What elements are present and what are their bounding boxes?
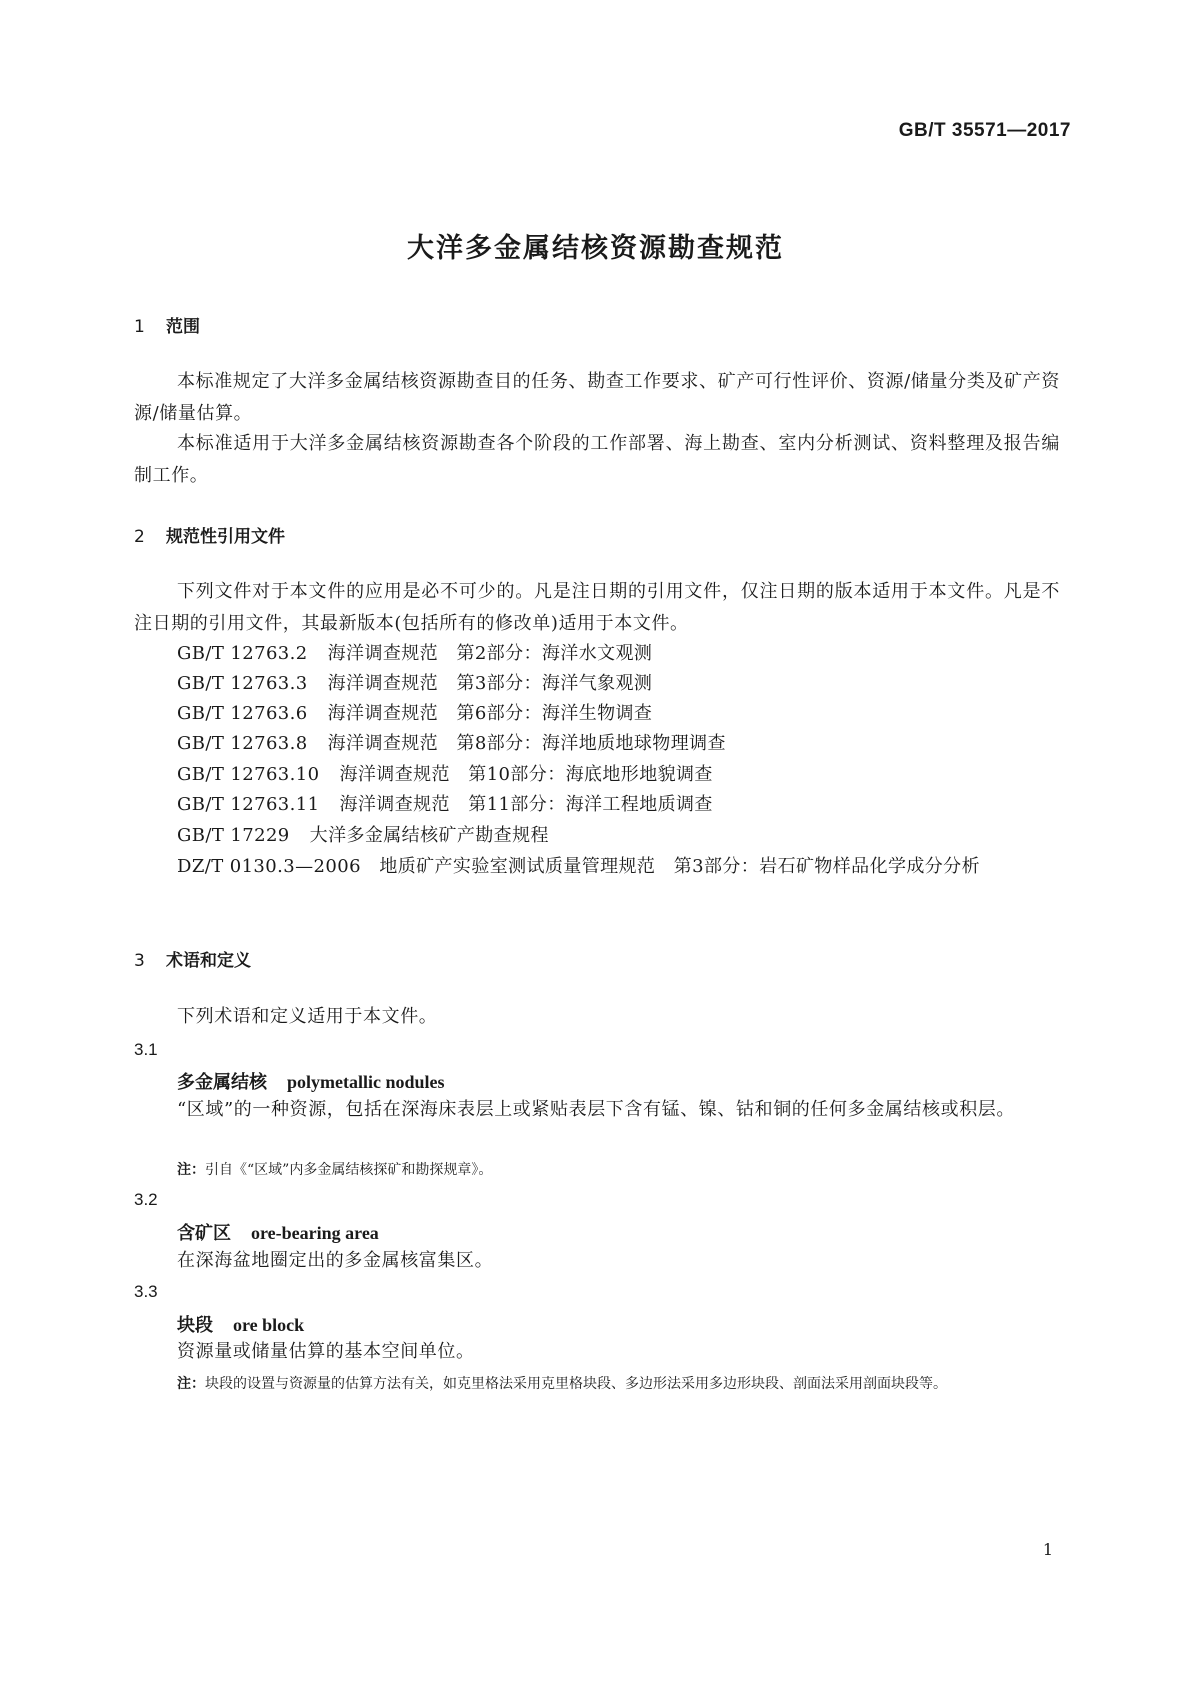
scope-paragraph-2: 本标准适用于大洋多金属结核资源勘查各个阶段的工作部署、海上勘查、室内分析测试、资料整理及报告编制工作。 bbox=[134, 433, 1060, 486]
reference-item bbox=[177, 728, 726, 760]
page-number: 1 bbox=[1042, 1540, 1053, 1559]
reference-item bbox=[177, 820, 549, 852]
reference-code: GB/T 12763.6 bbox=[177, 703, 308, 724]
term-entry bbox=[177, 1219, 379, 1245]
term-number: 3.2 bbox=[134, 1190, 158, 1209]
section-2-heading bbox=[134, 522, 285, 547]
term-zh: 多金属结核 bbox=[177, 1072, 267, 1093]
section-number: 2 bbox=[134, 527, 145, 547]
reference-code: GB/T 12763.2 bbox=[177, 643, 308, 664]
term-number: 3.3 bbox=[134, 1282, 158, 1301]
reference-code: GB/T 12763.3 bbox=[177, 673, 308, 694]
standard-code: GB/T 35571—2017 bbox=[898, 120, 1071, 141]
reference-title: 海洋调查规范 第11部分：海洋工程地质调查 bbox=[339, 794, 713, 815]
section-title: 规范性引用文件 bbox=[166, 527, 285, 547]
reference-title: 大洋多金属结核矿产勘查规程 bbox=[309, 825, 549, 846]
note-label: 注： bbox=[177, 1376, 205, 1392]
reference-item bbox=[177, 789, 713, 821]
term-entry bbox=[177, 1068, 445, 1094]
reference-item: DZ/T 0130.3—2006 地质矿产实验室测试质量管理规范 第3部分：岩石矿物样品化学成分分析 bbox=[177, 856, 980, 877]
reference-item bbox=[177, 638, 652, 670]
reference-item bbox=[177, 698, 652, 730]
note-label: 注： bbox=[177, 1162, 205, 1178]
section-number: 3 bbox=[134, 951, 145, 971]
term-note bbox=[177, 1370, 1091, 1398]
term-zh: 块段 bbox=[177, 1315, 213, 1336]
term-en: polymetallic nodules bbox=[287, 1072, 445, 1092]
reference-title: 海洋调查规范 第10部分：海底地形地貌调查 bbox=[339, 764, 713, 785]
term-note bbox=[177, 1156, 1067, 1184]
reference-item bbox=[177, 759, 713, 791]
terms-intro: 下列术语和定义适用于本文件。 bbox=[177, 1006, 438, 1027]
section-1-heading bbox=[134, 312, 200, 337]
reference-code: GB/T 12763.10 bbox=[177, 764, 320, 785]
reference-title: 海洋调查规范 第3部分：海洋气象观测 bbox=[327, 673, 653, 694]
term-definition: 在深海盆地圈定出的多金属核富集区。 bbox=[177, 1250, 494, 1271]
section-3-heading bbox=[134, 946, 251, 971]
reference-title: 海洋调查规范 第8部分：海洋地质地球物理调查 bbox=[327, 733, 726, 754]
term-definition: “区域”的一种资源，包括在深海床表层上或紧贴表层下含有锰、镍、钴和铜的任何多金属结核或积层。 bbox=[177, 1099, 1015, 1120]
reference-title: 海洋调查规范 第6部分：海洋生物调查 bbox=[327, 703, 653, 724]
reference-code: GB/T 17229 bbox=[177, 825, 290, 846]
scope-paragraph-1: 本标准规定了大洋多金属结核资源勘查目的任务、勘查工作要求、矿产可行性评价、资源/储量分类及矿产资源/储量估算。 bbox=[134, 371, 1060, 424]
term-entry bbox=[177, 1311, 304, 1337]
section-number: 1 bbox=[134, 317, 145, 337]
reference-title: 海洋调查规范 第2部分：海洋水文观测 bbox=[327, 643, 653, 664]
note-text: 块段的设置与资源量的估算方法有关，如克里格法采用克里格块段、多边形法采用多边形块段、剖面法采用剖面块段等。 bbox=[205, 1376, 947, 1392]
note-text: 引自《“区域”内多金属结核探矿和勘探规章》。 bbox=[205, 1162, 493, 1178]
term-zh: 含矿区 bbox=[177, 1223, 231, 1244]
document-title: 大洋多金属结核资源勘查规范 bbox=[407, 233, 784, 264]
term-definition: 资源量或储量估算的基本空间单位。 bbox=[177, 1341, 475, 1362]
normative-refs-intro: 下列文件对于本文件的应用是必不可少的。凡是注日期的引用文件，仅注日期的版本适用于本文件。凡是不注日期的引用文件，其最新版本(包括所有的修改单)适用于本文件。 bbox=[134, 581, 1060, 634]
section-title: 术语和定义 bbox=[166, 951, 251, 971]
reference-code: GB/T 12763.11 bbox=[177, 794, 320, 815]
term-number: 3.1 bbox=[134, 1040, 158, 1059]
reference-code: GB/T 12763.8 bbox=[177, 733, 308, 754]
reference-item bbox=[177, 668, 652, 700]
term-en: ore block bbox=[233, 1315, 305, 1335]
term-en: ore-bearing area bbox=[251, 1223, 379, 1243]
section-title: 范围 bbox=[166, 317, 200, 337]
